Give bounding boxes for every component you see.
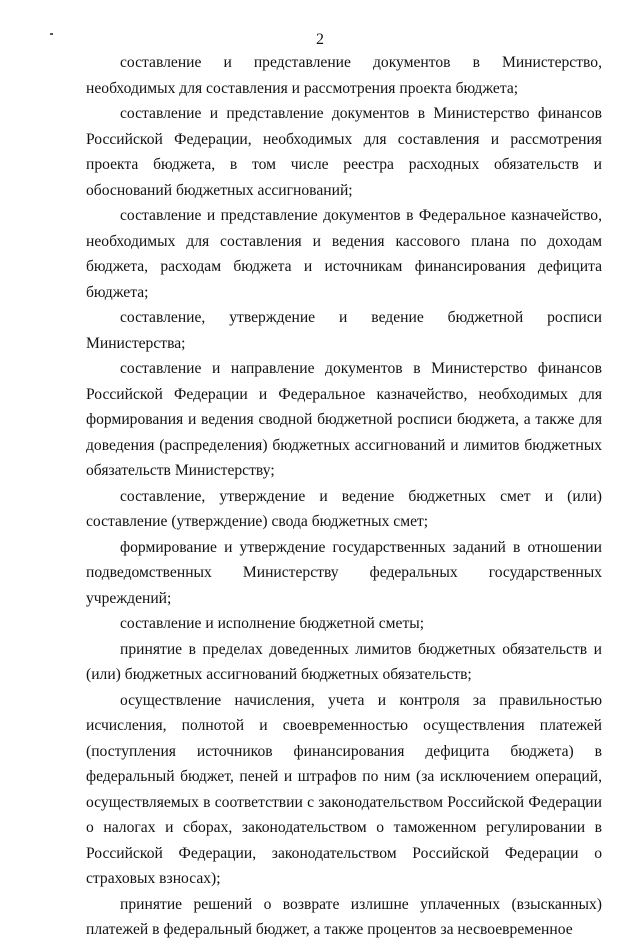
paragraph-budget-obligations: принятие в пределах доведенных лимитов бюджетных обязательств и (или) бюджетных ассигнований бюджетных обязательств; bbox=[86, 640, 602, 683]
paragraph-budget-estimate-execution: составление и исполнение бюджетной сметы; bbox=[120, 615, 425, 632]
document-body bbox=[86, 50, 602, 943]
paragraph-budget-estimates: составление, утверждение и ведение бюджетных смет и (или) составление (утверждение) свода бюджетных смет; bbox=[86, 487, 602, 530]
paragraph-budget-draft-documents: составление и представление документов в Министерство, необходимых для составления и рассмотрения проекта бюджета; bbox=[86, 54, 602, 97]
paragraph-state-assignments: формирование и утверждение государственных заданий в отношении подведомственных Министерству федеральных государственных учреждений; bbox=[86, 538, 602, 607]
paragraph-budget-schedule: составление, утверждение и ведение бюджетной росписи Министерства; bbox=[86, 309, 602, 352]
page-number: 2 bbox=[316, 31, 324, 48]
paragraph-refund-decisions: принятие решений о возврате излишне уплаченных (взысканных) платежей в федеральный бюджет, а также процентов за несвоевременное bbox=[86, 895, 602, 938]
paragraph-payments-accounting-control: осуществление начисления, учета и контроля за правильностью исчисления, полнотой и своевременностью осуществления платежей (поступления источников финансирования дефицита бюджета) в федеральный бюджет, пеней и штрафов по ним (за исключением операций, осуществляемых в соответствии с законодательством Российской Федерации о налогах и сборах, законодательством о таможенном регулировании в Российской Федерации, законодательством Российской Федерации о страховых взносах); bbox=[86, 691, 602, 887]
paragraph-treasury-documents: составление и представление документов в Федеральное казначейство, необходимых для составления и ведения кассового плана по доходам бюджета, расходам бюджета и источникам финансирования дефицита бюджета; bbox=[86, 207, 602, 301]
paragraph-ministry-of-finance-documents: составление и представление документов в Министерство финансов Российской Федерации, необходимых для составления и рассмотрения проекта бюджета, в том числе реестра расходных обязательств и обоснований бюджетных ассигнований; bbox=[86, 105, 602, 199]
paragraph-consolidated-schedule-documents: составление и направление документов в Министерство финансов Российской Федерации и Федеральное казначейство, необходимых для формирования и ведения сводной бюджетной росписи бюджета, а также для доведения (распределения) бюджетных ассигнований и лимитов бюджетных обязательств Министерству; bbox=[86, 360, 602, 479]
